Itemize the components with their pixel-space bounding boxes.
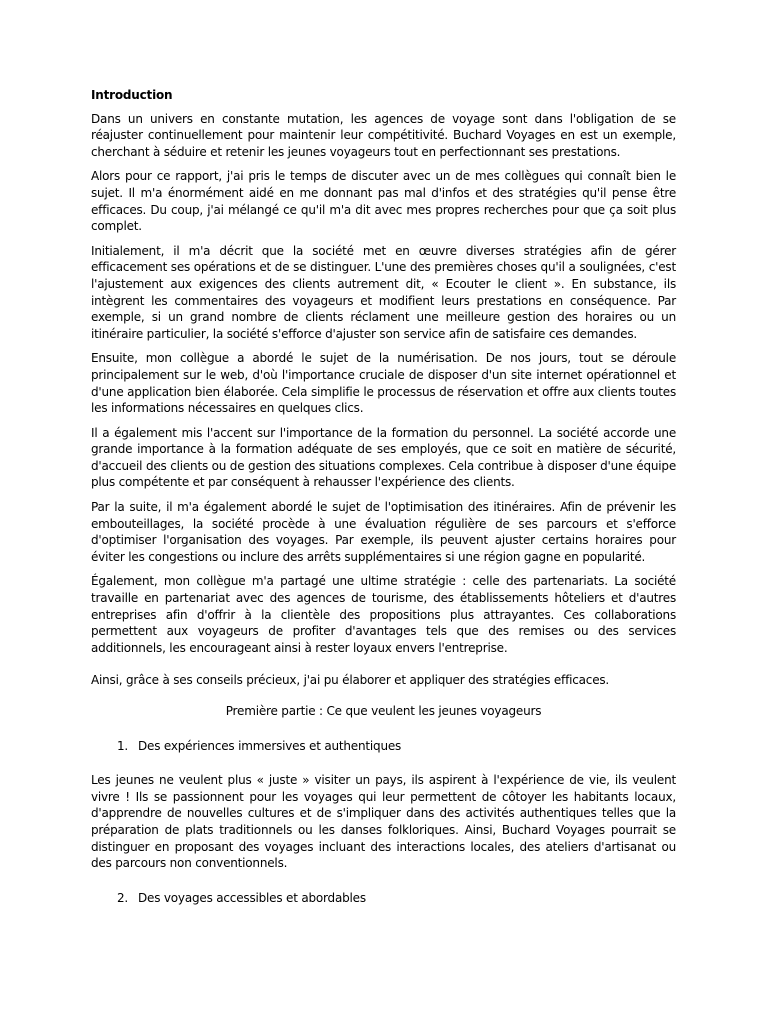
list-item-1 bbox=[117, 738, 676, 755]
list-item-label: Des expériences immersives et authentiques bbox=[138, 738, 402, 753]
intro-paragraph-4: Ensuite, mon collègue a abordé le sujet de la numérisation. De nos jours, tout se déroule principalement sur le web, d'où l'importance cruciale de disposer d'un site internet opérationnel et d'une application bien élaborée. Cela simplifie le processus de réservation et offre aux clients toutes les informations nécessaires en quelques clics. bbox=[91, 351, 676, 416]
list-item-label: Des voyages accessibles et abordables bbox=[138, 890, 366, 905]
item1-paragraph: Les jeunes ne veulent plus « juste » visiter un pays, ils aspirent à l'expérience de vie, ils veulent vivre ! Ils se passionnent pour les voyages qui leur permettent de côtoyer les habitants locaux, d'apprendre de nouvelles cultures et de s'impliquer dans des activités authentiques telles que la préparation de plats traditionnels ou les danses folkloriques. Ainsi, Buchard Voyages pourrait se distinguer en proposant des voyages incluant des interactions locales, des ateliers d'artisanat ou des parcours non conventionnels. bbox=[91, 773, 676, 871]
part-title: Première partie : Ce que veulent les jeunes voyageurs bbox=[225, 704, 542, 718]
intro-paragraph-6: Par la suite, il m'a également abordé le sujet de l'optimisation des itinéraires. Afin de prévenir les embouteillages, la société procède à une évaluation régulière de ses parcours et s'efforce d'optimiser l'organisation des voyages. Par exemple, ils peuvent ajuster certains horaires pour éviter les congestions ou inclure des arrêts supplémentaires si une région gagne en popularité. bbox=[91, 500, 676, 564]
section-heading: Introduction bbox=[91, 88, 173, 102]
intro-paragraph-3: Initialement, il m'a décrit que la société met en œuvre diverses stratégies afin de gérer efficacement ses opérations et de se distinguer. L'une des premières choses qu'il a soulignées, c'est l'ajustement aux exigences des clients autrement dit, « Ecouter le client ». En substance, ils intègrent les commentaires des voyageurs et modifient leurs prestations en conséquence. Par exemple, si un grand nombre de clients réclament une meilleure gestion des horaires ou un itinéraire particulier, la société s'efforce d'ajuster son service afin de satisfaire ces demandes. bbox=[91, 243, 676, 341]
conclusion-line: Ainsi, grâce à ses conseils précieux, j'ai pu élaborer et appliquer des stratégies efficaces. bbox=[91, 673, 610, 688]
intro-paragraph-5: Il a également mis l'accent sur l'importance de la formation du personnel. La société accorde une grande importance à la formation adéquate de ses employés, que ce soit en matière de sécurité, d'accueil des clients ou de gestion des situations complexes. Cela contribue à disposer d'une équipe plus compétente et par conséquent à rehausser l'expérience des clients. bbox=[91, 425, 676, 490]
intro-paragraph-1: Dans un univers en constante mutation, les agences de voyage sont dans l'obligation de se réajuster continuellement pour maintenir leur compétitivité. Buchard Voyages en est un exemple, cherchant à séduire et retenir les jeunes voyageurs tout en perfectionnant ses prestations. bbox=[91, 111, 676, 159]
spacer bbox=[91, 754, 676, 772]
list-item-2 bbox=[117, 890, 676, 907]
intro-paragraph-2: Alors pour ce rapport, j'ai pris le temps de discuter avec un de mes collègues qui connaît bien le sujet. Il m'a énormément aidé en me donnant pas mal d'infos et des stratégies qu'il pense être efficaces. Du coup, j'ai mélangé ce qu'il m'a dit avec mes propres recherches pour que ça soit plus complet. bbox=[91, 169, 676, 234]
intro-paragraph-7: Également, mon collègue m'a partagé une ultime stratégie : celle des partenariats. La société travaille en partenariat avec des agences de tourisme, des établissements hôteliers et d'autres entreprises afin d'offrir à la clientèle des propositions plus attrayantes. Ces collaborations permettent aux voyageurs de profiter d'avantages tels que des remises ou des services additionnels, les encourageant ainsi à rester loyaux envers l'entreprise. bbox=[91, 574, 676, 655]
list-number: 2. bbox=[117, 890, 129, 905]
list-number: 1. bbox=[117, 738, 129, 753]
